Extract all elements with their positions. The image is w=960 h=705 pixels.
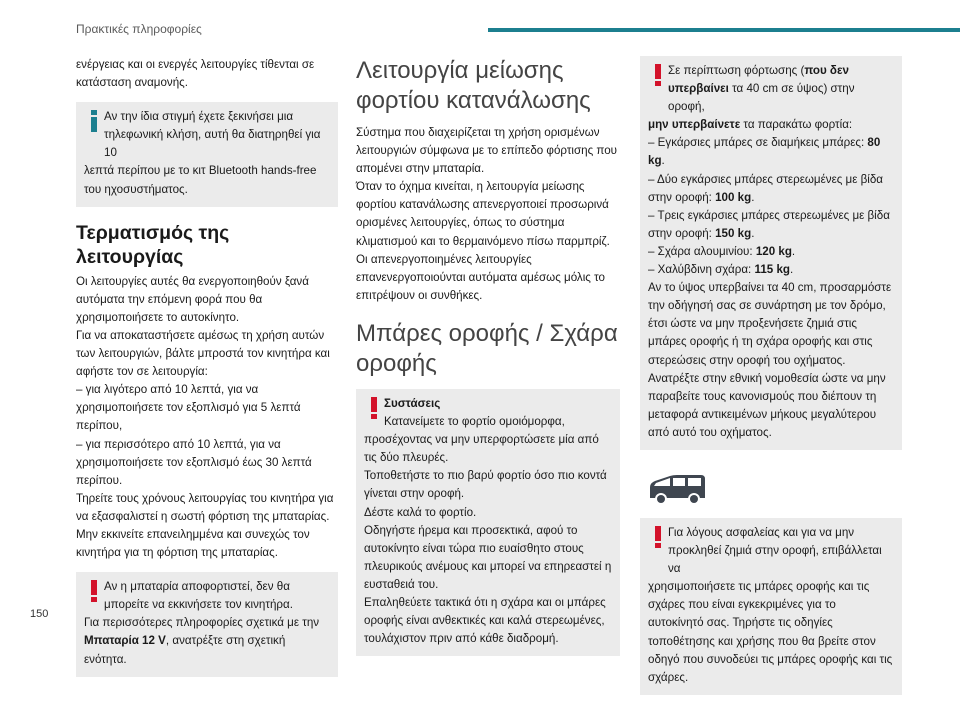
info-icon [91,110,97,132]
warning-box-line: Τοποθετήστε το πιο βαρύ φορτίο όσο πιο κοντά γίνεται στην οροφή. [364,469,607,501]
warning-box-line: Επαληθεύετε τακτικά ότι η σχάρα και οι μπάρες οροφής είναι ανθεκτικές και καλά στερεωμένες, τουλάχιστον πριν από κάθε διαδρομή. [364,595,606,646]
warning-box-recommendations [356,389,620,656]
section-heading-shutdown: Τερματισμός της λειτουργίας [76,221,230,268]
warning-box-line: μην υπερβαίνετε τα παρακάτω φορτία: [648,118,853,132]
load-limit-item: – Χαλύβδινη σχάρα: 115 kg. [648,263,794,277]
load-limit-item: – Τρεις εγκάρσιες μπάρες στερεωμένες με βίδα στην οροφή: 150 kg. [648,208,890,240]
warning-box [76,572,338,676]
warning-box-line: προσέχοντας να μην υπερφορτώσετε μία από τις δύο πλευρές. [364,433,599,465]
intro-paragraph: ενέργειας και οι ενεργές λειτουργίες τίθενται σε κατάσταση αναμονής. [76,58,315,90]
warning-box-line: Οδηγήστε ήρεμα και προσεκτικά, αφού το αυτοκίνητο είναι τώρα πιο ευαίσθητο στους πλευρικούς ανέμους και μπορεί να επηρεαστεί η ευσταθειά του. [364,523,612,591]
paragraph: Οι λειτουργίες αυτές θα ενεργοποιηθούν ξανά αυτόματα την επόμενη φορά που θα χρησιμοποιήσετε το αυτοκίνητο. [76,274,309,324]
paragraph: Οι απενεργοποιημένες λειτουργίες επανενεργοποιούνται αυτόματα αμέσως μόλις το επιτρέψουν οι συνθήκες. [356,252,605,302]
paragraph: Σύστημα που διαχειρίζεται τη χρήση ορισμένων λειτουργιών σύμφωνα με το επίπεδο φόρτισης που απομένει στην μπαταρία. [356,126,618,176]
warning-box-line: Ανατρέξτε στην εθνική νομοθεσία ώστε να μην παραβείτε τους κανονισμούς που διέπουν τη μεταφορά αντικειμένων μήκους μεγαλύτερου από αυτό του οχήματος. [648,371,886,439]
list-item: – για λιγότερο από 10 λεπτά, για να χρησιμοποιήσετε τον εξοπλισμό για 5 λεπτά περίπου, [76,383,301,433]
info-box-text: λεπτά περίπου με το κιτ Bluetooth hands-free του ηχοσυστήματος. [84,164,317,196]
section-header: Πρακτικές πληροφορίες [76,22,202,36]
warning-icon [655,526,661,548]
paragraph: Μην εκκινείτε επανειλημμένα και συνεχώς τον κινητήρα για τη φόρτιση της μπαταρίας. [76,527,310,560]
load-limit-item: – Εγκάρσιες μπάρες σε διαμήκεις μπάρες: 80 kg. [648,136,881,168]
page-number: 150 [30,608,49,620]
warning-box-line: Αν το ύψος υπερβαίνει τα 40 cm, προσαρμόστε την οδήγησή σας σε συνάρτηση με τον δρόμο, έτσι ώστε να μην προξενήσετε ζημιά στις μπάρες οροφής ή τη σχάρα οροφής και στις στερεώσεις στην οροφή του οχήματος. [648,281,892,367]
paragraph: Για να αποκαταστήσετε αμέσως τη χρήση αυτών των λειτουργιών, βάλτε μπροστά τον κινητήρα και αφήστε τον σε λειτουργία: [76,328,330,379]
column-1 [76,56,338,687]
section-heading-roof-bars: Μπάρες οροφής / Σχάρα οροφής [356,319,618,377]
section-heading-load-reduction: Λειτουργία μείωσης φορτίου κατανάλωσης [356,57,591,114]
paragraph: Τηρείτε τους χρόνους λειτουργίας του κινητήρα για να εξασφαλιστεί η σωστή φόρτιση της μπαταρίας. [76,491,334,523]
warning-box-first-line: Αν η μπαταρία αποφορτιστεί, δεν θα μπορείτε να εκκινήσετε τον κινητήρα. [104,580,293,612]
load-limit-item: – Σχάρα αλουμινίου: 120 kg. [648,244,796,258]
header-accent-bar [488,28,960,32]
warning-icon [655,64,661,86]
warning-box-first-line: Για λόγους ασφαλείας και για να μην προκληθεί ζημιά στην οροφή, επιβάλλεται να [668,525,882,576]
load-limit-item: – Δύο εγκάρσιες μπάρες στερεωμένες με βίδα στην οροφή: 100 kg. [648,172,884,204]
paragraph: Όταν το όχημα κινείται, η λειτουργία μείωσης φορτίου κατανάλωσης απενεργοποιεί προσωρινά ορισμένες λειτουργίες, όπως το σύστημα κλιματισμού και το θερμαινόμενο πίσω παρμπρίζ. [356,180,610,248]
warning-box-title: Συστάσεις [384,396,441,410]
info-box [76,102,338,206]
warning-box-first-line: Κατανείμετε το φορτίο ομοιόμορφα, [384,415,565,429]
column-2 [356,56,620,666]
warning-icon [91,580,97,602]
column-3 [640,56,902,705]
van-icon [646,474,902,508]
warning-box-approved-bars [640,518,902,695]
warning-box-first-line: Σε περίπτωση φόρτωσης (που δεν υπερβαίνει τα 40 cm σε ύψος) στην οροφή, [668,64,855,114]
warning-box-line: Δέστε καλά το φορτίο. [364,505,477,519]
warning-icon [371,397,377,419]
info-box-first-line: Αν την ίδια στιγμή έχετε ξεκινήσει μια τηλεφωνική κλήση, αυτή θα διατηρηθεί για 10 [104,110,321,160]
warning-box-text: Για περισσότερες πληροφορίες σχετικά με την Μπαταρία 12 V, ανατρέξτε στη σχετική ενότητα. [84,616,320,666]
warning-box-load-limits [640,56,902,450]
warning-box-text: χρησιμοποιήσετε τις μπάρες οροφής και τις σχάρες που είναι εγκεκριμένες για το αυτοκίνητό σας. Τηρήστε τις οδηγίες τοποθέτησης και χρήσης που θα βρείτε στον οδηγό που συνοδεύει τις μπάρες οροφής και τις σχάρες. [648,580,893,684]
list-item: – για περισσότερο από 10 λεπτά, για να χρησιμοποιήσετε τον εξοπλισμό έως 30 λεπτά περίπου. [76,437,312,487]
